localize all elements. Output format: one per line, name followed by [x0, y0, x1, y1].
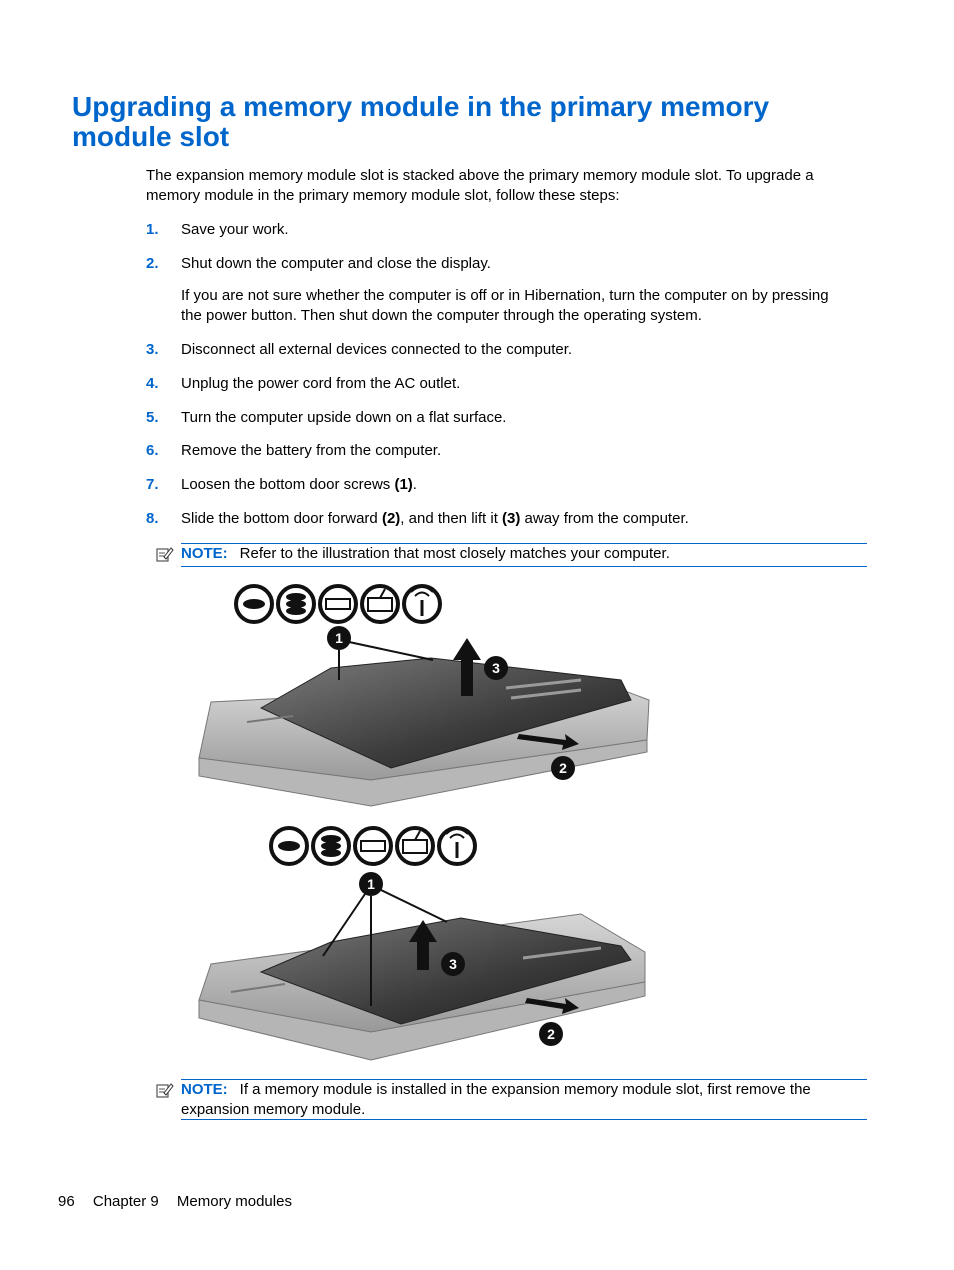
svg-text:3: 3: [492, 660, 500, 676]
illustration-laptop-model-2: [181, 822, 661, 1068]
step-text: Shut down the computer and close the display.: [181, 255, 491, 272]
memory-module-icon: [355, 828, 391, 864]
step-text: Remove the battery from the computer.: [181, 442, 442, 459]
step-text: Disconnect all external devices connected to the computer.: [181, 341, 573, 358]
step-number: 3.: [146, 341, 159, 358]
step-text: Loosen the bottom door screws (1).: [181, 476, 417, 493]
note-box: [181, 543, 867, 567]
optical-drive-icon: [236, 586, 272, 622]
hard-drive-icon: [313, 828, 349, 864]
step-2-detail: If you are not sure whether the computer is off or in Hibernation, turn the computer on by pressing the power button. Then shut down the computer through the operating system.: [181, 287, 829, 324]
note-label: NOTE:: [181, 545, 228, 562]
note-text: Refer to the illustration that most closely matches your computer.: [239, 545, 670, 562]
step-number: 5.: [146, 409, 159, 426]
step-number: 7.: [146, 476, 159, 493]
step-number: 6.: [146, 442, 159, 459]
keyboard-icon: [397, 828, 433, 864]
note-text: If a memory module is installed in the expansion memory module slot, first remove the expansion memory module.: [181, 1081, 811, 1118]
page-title: Upgrading a memory module in the primary memory module slot: [72, 91, 770, 152]
step-number: 2.: [146, 255, 159, 272]
hard-drive-icon: [278, 586, 314, 622]
svg-text:1: 1: [335, 630, 343, 646]
step-text: Save your work.: [181, 221, 289, 238]
note-pencil-icon: [156, 1081, 174, 1099]
laptop-bottom-view: [199, 658, 649, 806]
svg-text:1: 1: [367, 876, 375, 892]
wireless-icon: [404, 586, 440, 622]
note-pencil-icon: [156, 545, 174, 563]
chapter-label: Chapter 9: [92, 1193, 159, 1210]
step-number: 4.: [146, 375, 159, 392]
optical-drive-icon: [271, 828, 307, 864]
svg-text:3: 3: [449, 956, 457, 972]
svg-text:2: 2: [547, 1026, 555, 1042]
step-text: Slide the bottom door forward (2), and then lift it (3) away from the computer.: [181, 510, 689, 527]
component-icon-row: [271, 828, 475, 864]
step-number: 1.: [146, 221, 159, 238]
memory-module-icon: [320, 586, 356, 622]
page-number: 96: [58, 1193, 75, 1210]
note-box: [181, 1079, 867, 1120]
step-text: Turn the computer upside down on a flat surface.: [181, 409, 507, 426]
wireless-icon: [439, 828, 475, 864]
step-text: Unplug the power cord from the AC outlet.: [181, 375, 461, 392]
note-label: NOTE:: [181, 1081, 228, 1098]
step-number: 8.: [146, 510, 159, 527]
illustration-laptop-model-1: [181, 580, 661, 816]
section-label: Memory modules: [176, 1193, 292, 1210]
page-footer: [58, 1192, 306, 1212]
keyboard-icon: [362, 586, 398, 622]
intro-paragraph: The expansion memory module slot is stacked above the primary memory module slot. To upgrade a memory module in the primary memory module slot, follow these steps:: [146, 167, 814, 204]
component-icon-row: [236, 586, 440, 622]
svg-text:2: 2: [559, 760, 567, 776]
